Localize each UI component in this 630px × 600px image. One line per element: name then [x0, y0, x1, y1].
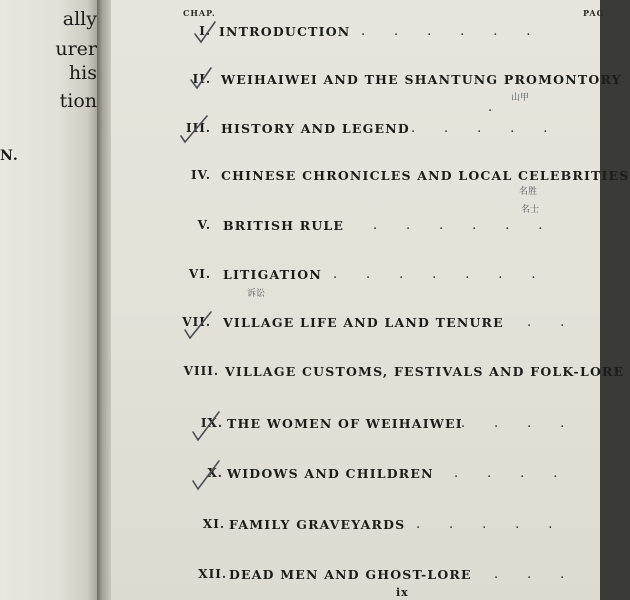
leader-dots: . . . . [461, 416, 565, 431]
pencil-check-icon [181, 308, 215, 342]
chapter-title: BRITISH RULE [223, 218, 345, 233]
chapter-title: THE WOMEN OF WEIHAIWEI [227, 416, 463, 431]
pencil-check-icon [189, 457, 223, 493]
pencil-annotation: 名胜 [519, 187, 538, 197]
chapter-number: XII. [198, 567, 227, 581]
chapter-title: VILLAGE CUSTOMS, FESTIVALS AND FOLK-LORE [225, 364, 625, 379]
leader-dots: . . . . . . [373, 218, 543, 233]
chapter-number: IV. [190, 168, 211, 182]
chapter-number: II. [192, 72, 211, 86]
chapter-number: I. [199, 24, 211, 38]
leader-dots: . . . . . . . [333, 267, 536, 282]
toc-row [111, 267, 600, 289]
leader-dots: . [488, 100, 493, 115]
leader-dots: . . . . [461, 567, 565, 582]
chapter-title: FAMILY GRAVEYARDS [229, 517, 406, 532]
chapter-number: XI. [202, 517, 225, 531]
toc-row [111, 24, 600, 46]
chapter-title: HISTORY AND LEGEND [221, 121, 410, 136]
chapter-number: IX. [200, 416, 223, 430]
chapter-number: V. [197, 218, 211, 232]
leader-dots: . . . . . . [361, 24, 531, 39]
chapter-title: CHINESE CHRONICLES AND LOCAL CELEBRITIES [221, 168, 630, 183]
chap-header: CHAP. [183, 8, 216, 18]
chapter-number: VII. [182, 315, 211, 329]
leader-dots: . . . . . [416, 517, 553, 532]
left-text-line: ally [62, 8, 97, 30]
chapter-number: III. [185, 121, 211, 135]
leader-dots: . . . . . [411, 121, 548, 136]
chapter-number: X. [207, 466, 223, 480]
page-header: PAG [583, 8, 605, 18]
toc-row [111, 364, 625, 386]
toc-row [111, 416, 600, 438]
leader-dots: . . . . . [421, 466, 558, 481]
left-signature-initial: N. [0, 148, 19, 164]
toc-row [111, 517, 600, 539]
contents-page [111, 0, 630, 600]
pencil-annotation: 山甲 [511, 93, 530, 103]
left-text-line: urer [55, 38, 97, 60]
toc-row [111, 567, 600, 589]
pencil-annotation: 名士 [521, 205, 540, 215]
pencil-check-icon [191, 18, 221, 48]
left-text-line: tion [59, 90, 97, 112]
leader-dots: . . . [494, 315, 565, 330]
page-folio: ix [396, 586, 409, 599]
chapter-title: DEAD MEN AND GHOST-LORE [229, 567, 472, 582]
toc-row [111, 218, 600, 240]
chapter-number: VI. [188, 267, 211, 281]
chapter-title: VILLAGE LIFE AND LAND TENURE [223, 315, 504, 330]
pencil-check-icon [189, 408, 223, 444]
pencil-annotation: 诉讼 [247, 289, 266, 299]
chapter-number: VIII. [183, 364, 219, 378]
chapter-title: WIDOWS AND CHILDREN [227, 466, 434, 481]
book-gutter [97, 0, 111, 600]
chapter-title: INTRODUCTION [219, 24, 351, 39]
chapter-title: LITIGATION [223, 267, 322, 282]
pencil-check-icon [187, 64, 217, 94]
chapter-title: WEIHAIWEI AND THE SHANTUNG PROMONTORY [221, 72, 622, 87]
left-page [0, 0, 97, 600]
toc-row [111, 466, 600, 488]
pencil-check-icon [177, 112, 211, 146]
left-text-line: his [68, 62, 97, 84]
